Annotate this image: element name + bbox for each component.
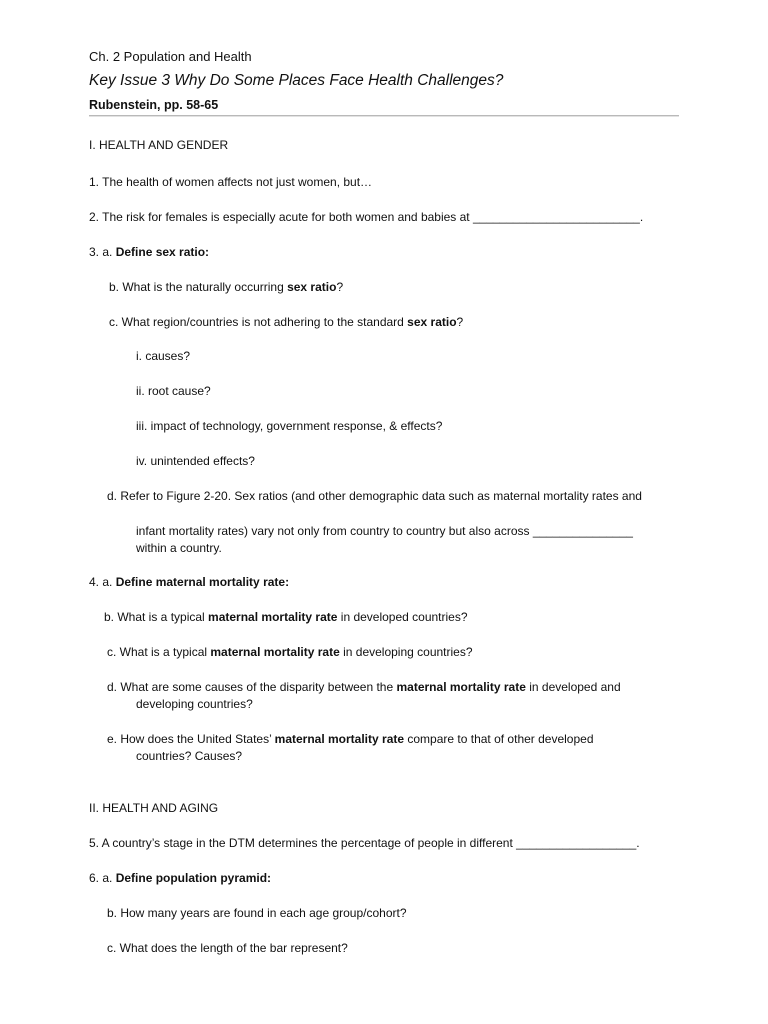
question-3c-i: i. causes? [136,349,191,363]
question-4b-text: b. What is a typical [104,610,209,624]
question-3b [109,279,343,295]
question-3c-iv: iv. unintended effects? [136,454,255,468]
question-3b-text: b. What is the naturally occurring [109,280,288,294]
term-sex-ratio: Define sex ratio: [115,245,210,259]
section-heading-health-gender: I. HEALTH AND GENDER [89,138,229,152]
question-4a [89,574,289,590]
term-maternal-mortality-rate: Define maternal mortality rate: [115,575,290,589]
question-1: 1. The health of women affects not just women, but… [89,175,373,189]
question-4e-tail: compare to that of other developed [404,732,594,746]
term-maternal-mortality-rate: maternal mortality rate [396,680,526,694]
question-4e [107,731,594,747]
term-maternal-mortality-rate: maternal mortality rate [210,645,340,659]
reference-line: Rubenstein, pp. 58-65 [89,98,219,112]
question-4c-text: c. What is a typical [107,645,211,659]
term-population-pyramid: Define population pyramid: [115,871,272,885]
question-4d-tail: in developed and [525,680,621,694]
question-4e-text: e. How does the United States’ [107,732,275,746]
question-5: 5. A country’s stage in the DTM determines the percentage of people in different __________________. [89,836,640,850]
question-mark: ? [456,315,464,329]
term-sex-ratio: sex ratio [407,315,457,329]
question-4d-line2: developing countries? [136,697,253,711]
header-divider [89,115,679,117]
question-6a-number: 6. a. [89,871,116,885]
question-2: 2. The risk for females is especially acute for both women and babies at _________________________. [89,210,644,224]
question-4e-line2: countries? Causes? [136,749,243,763]
term-maternal-mortality-rate: maternal mortality rate [208,610,338,624]
question-4c [107,644,473,660]
question-3a-number: 3. a. [89,245,116,259]
question-3d-line3: within a country. [136,541,222,555]
question-4b-tail: in developed countries? [337,610,468,624]
question-mark: ? [336,280,344,294]
term-sex-ratio: sex ratio [287,280,337,294]
question-4a-number: 4. a. [89,575,116,589]
question-3c-text: c. What region/countries is not adhering to the standard [109,315,408,329]
key-issue-title: Key Issue 3 Why Do Some Places Face Health Challenges? [89,72,504,89]
question-4d-text: d. What are some causes of the disparity between the [107,680,397,694]
chapter-title: Ch. 2 Population and Health [89,49,252,64]
question-3c-ii: ii. root cause? [136,384,211,398]
question-6a [89,870,271,886]
question-4c-tail: in developing countries? [339,645,473,659]
question-3d-line2: infant mortality rates) vary not only from country to country but also across _______________ [136,524,633,538]
question-3c-iii: iii. impact of technology, government response, & effects? [136,419,443,433]
term-maternal-mortality-rate: maternal mortality rate [274,732,405,746]
question-4b [104,609,468,625]
section-heading-health-aging: II. HEALTH AND AGING [89,801,219,815]
question-4d [107,679,621,695]
question-3c [109,314,463,330]
question-3d-line1: d. Refer to Figure 2-20. Sex ratios (and other demographic data such as maternal mortality rates and [107,489,642,503]
question-3a [89,244,209,260]
question-6c: c. What does the length of the bar represent? [107,941,348,955]
question-6b: b. How many years are found in each age group/cohort? [107,906,407,920]
